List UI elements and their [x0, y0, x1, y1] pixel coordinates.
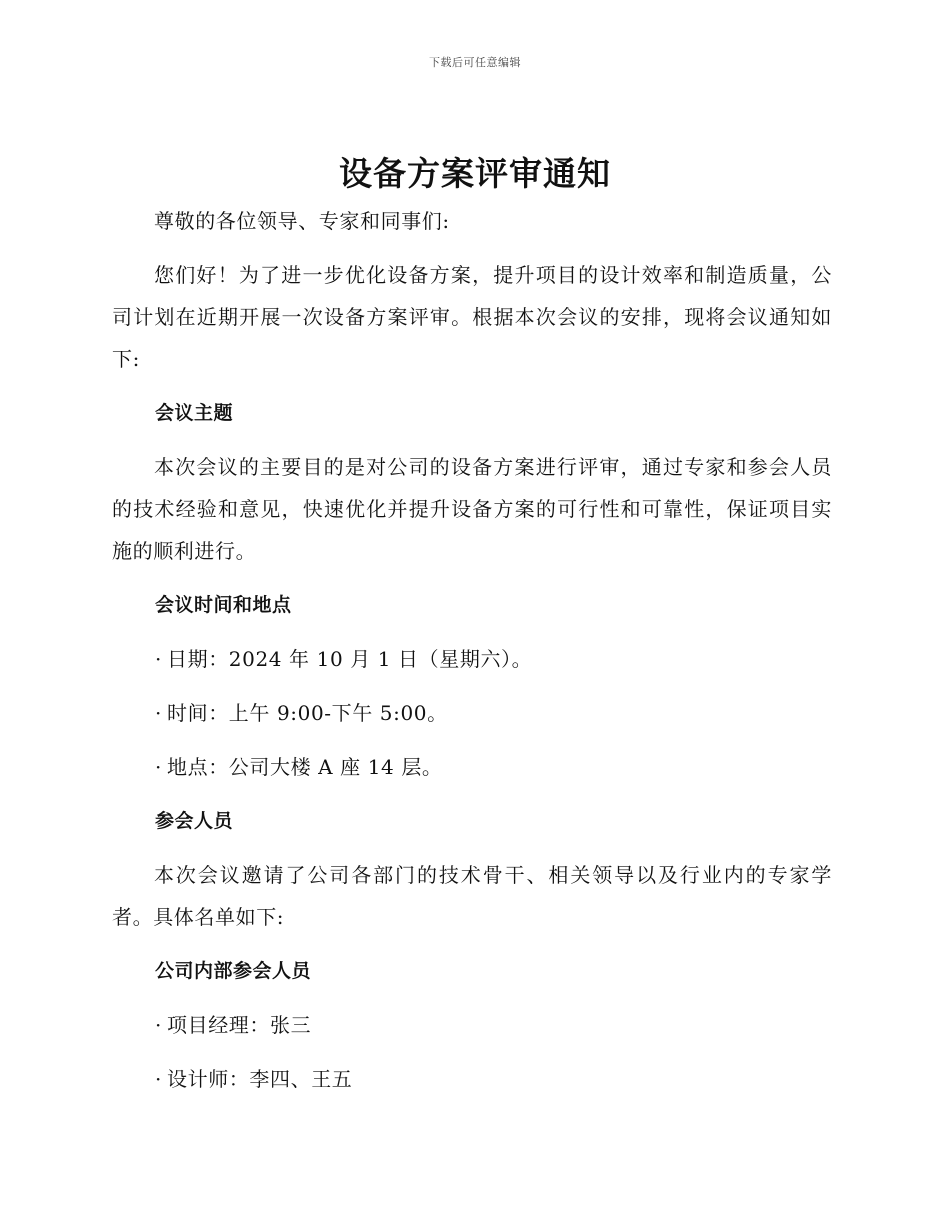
document-body: [112, 200, 832, 1112]
bullet-icon: ·: [155, 1013, 162, 1037]
section-heading-time-place: 会议时间和地点: [155, 594, 292, 616]
list-item-text: 项目经理：张三: [167, 1013, 312, 1037]
greeting-paragraph: 尊敬的各位领导、专家和同事们:: [154, 209, 450, 233]
header-note: 下载后可任意编辑: [429, 56, 521, 69]
list-item-designers: [112, 1058, 832, 1100]
list-item-text: 地点：公司大楼 A 座 14 层。: [167, 755, 443, 779]
list-item-date: [112, 638, 832, 680]
list-item-time: [112, 692, 832, 734]
list-item-text: 日期：2024 年 10 月 1 日（星期六）。: [167, 647, 533, 671]
theme-paragraph: 本次会议的主要目的是对公司的设备方案进行评审，通过专家和参会人员的技术经验和意见，快速优化并提升设备方案的可行性和可靠性，保证项目实施的顺利进行。: [112, 455, 832, 563]
bullet-icon: ·: [155, 701, 162, 725]
section-heading-attendees: 参会人员: [155, 810, 234, 832]
attendees-paragraph: 本次会议邀请了公司各部门的技术骨干、相关领导以及行业内的专家学者。具体名单如下:: [112, 863, 832, 929]
section-heading-internal: 公司内部参会人员: [155, 960, 312, 982]
bullet-icon: ·: [155, 1067, 162, 1091]
list-item-place: [112, 746, 832, 788]
bullet-icon: ·: [155, 647, 162, 671]
bullet-icon: ·: [155, 755, 162, 779]
section-heading-theme: 会议主题: [155, 402, 234, 424]
list-item-text: 时间：上午 9:00-下午 5:00。: [167, 701, 448, 725]
list-item-text: 设计师：李四、王五: [167, 1067, 353, 1091]
list-item-project-manager: [112, 1004, 832, 1046]
page-title: 设备方案评审通知: [339, 154, 611, 193]
intro-paragraph: 您们好！为了进一步优化设备方案，提升项目的设计效率和制造质量，公司计划在近期开展一次设备方案评审。根据本次会议的安排，现将会议通知如下:: [112, 263, 832, 371]
